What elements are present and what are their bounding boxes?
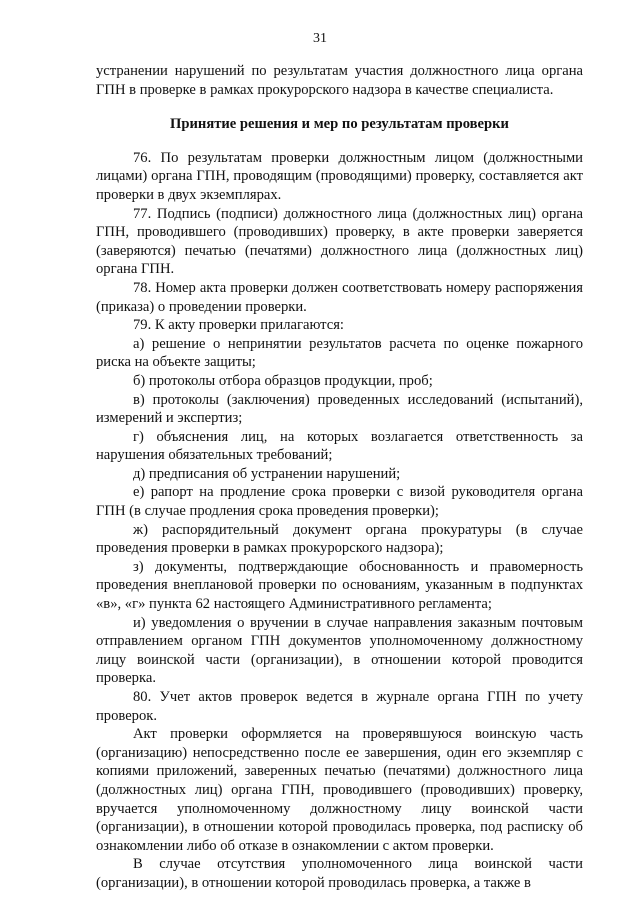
- list-item-a: а) решение о непринятии результатов расчета по оценке пожарного риска на объекте защиты;: [96, 335, 583, 371]
- list-item-b: б) протоколы отбора образцов продукции, проб;: [133, 372, 433, 389]
- page-number: 31: [313, 31, 327, 46]
- list-item-i: и) уведомления о вручении в случае направления заказным почтовым отправлением органом ГПН документов уполномоченному должностному лицу воинской части (организации), в отношении которой проводится проверка.: [96, 614, 583, 687]
- paragraph-absence-case: В случае отсутствия уполномоченного лица воинской части (организации), в отношении которой проводилась проверка, а также в: [96, 856, 583, 891]
- list-item-d: д) предписания об устранении нарушений;: [133, 465, 401, 482]
- paragraph-79: 79. К акту проверки прилагаются:: [133, 317, 344, 334]
- list-item-z: з) документы, подтверждающие обоснованность и правомерность проведения внеплановой проверки по основаниям, указанным в подпунктах «в», «г» пункта 62 настоящего Административного регламента;: [96, 558, 583, 613]
- paragraph-continuation: устранении нарушений по результатам участия должностного лица органа ГПН в проверке в рамках прокурорского надзора в качестве специалиста.: [96, 63, 583, 98]
- document-body: [96, 62, 583, 893]
- paragraph-80: 80. Учет актов проверок ведется в журнале органа ГПН по учету проверок.: [96, 689, 583, 724]
- list-item-e: е) рапорт на продление срока проверки с визой руководителя органа ГПН (в случае продления срока проведения проверки);: [96, 484, 583, 520]
- list-item-zh: ж) распорядительный документ органа прокуратуры (в случае проведения проверки в рамках прокурорского надзора);: [96, 521, 583, 557]
- paragraph-act-delivery: Акт проверки оформляется на проверявшуюся воинскую часть (организацию) непосредственно после ее завершения, один его экземпляр с копиями приложений, заверенных печатью (печатями) должностного лица (должностных лиц) органа ГПН, проводившего (проводивших) проверку, вручается уполномоченному должностному лицу воинской части (организации), в отношении которой проводилась проверка, под расписку об ознакомлении либо об отказе в ознакомлении с актом проверки.: [96, 726, 583, 854]
- paragraph-78: 78. Номер акта проверки должен соответствовать номеру распоряжения (приказа) о проведении проверки.: [96, 279, 583, 315]
- list-item-g: г) объяснения лиц, на которых возлагается ответственность за нарушения обязательных требований;: [96, 428, 583, 464]
- paragraph-77: 77. Подпись (подписи) должностного лица (должностных лиц) органа ГПН, проводившего (проводивших) проверку, в акте проверки заверяется (заверяются) печатью (печатями) должностного лица (должностных лиц) органа ГПН.: [96, 205, 583, 278]
- section-heading: Принятие решения и мер по результатам проверки: [170, 116, 509, 133]
- list-item-v: в) протоколы (заключения) проведенных исследований (испытаний), измерений и экспертиз;: [96, 391, 583, 427]
- paragraph-76: 76. По результатам проверки должностным лицом (должностными лицами) органа ГПН, проводящим (проводящими) проверку, составляется акт проверки в двух экземплярах.: [96, 149, 583, 203]
